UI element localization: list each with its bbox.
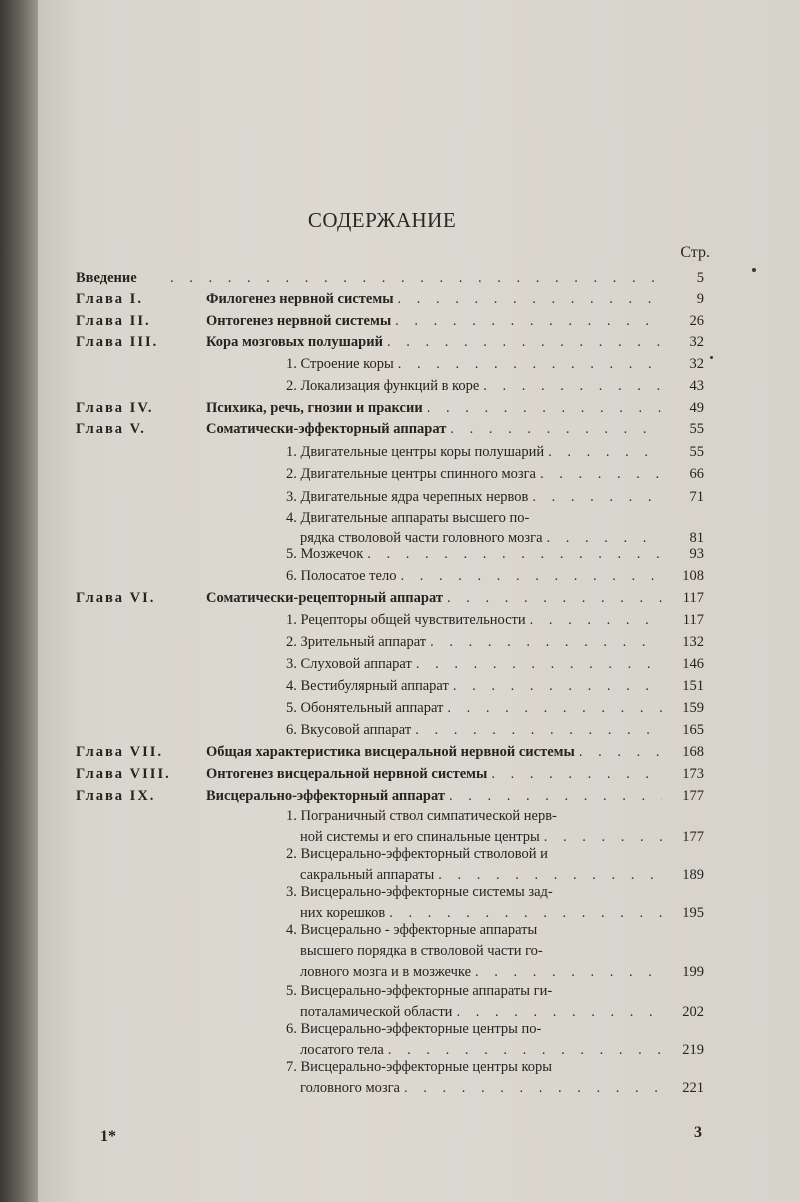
toc-entry-title: рядка стволовой части головного мозга — [300, 530, 543, 546]
book-spine-shadow — [0, 0, 38, 1202]
dot-leader — [170, 270, 662, 287]
dot-leader — [400, 568, 662, 585]
toc-page-number: 71 — [689, 489, 704, 505]
dot-leader — [547, 530, 663, 547]
dot-leader — [449, 788, 662, 805]
dot-leader — [579, 744, 662, 761]
toc-entry-title: 2. Зрительный аппарат — [286, 634, 427, 650]
dot-leader — [415, 722, 662, 739]
toc-entry-title: Соматически-рецепторный аппарат — [206, 590, 443, 606]
toc-entry-title: 4. Двигательные аппараты высшего по- — [286, 510, 530, 526]
toc-entry-title: ловного мозга и в мозжечке — [300, 964, 472, 980]
toc-entry-title: 2. Двигательные центры спинного мозга — [286, 466, 536, 482]
toc-entry-title: 1. Пограничный ствол симпатической нерв- — [286, 808, 557, 824]
toc-page-number: 55 — [689, 444, 704, 460]
chapter-label: Глава V. — [76, 421, 146, 437]
signature-mark: 1* — [100, 1128, 116, 1145]
toc-page-number: 55 — [689, 421, 704, 437]
toc-entry-title: них корешков — [300, 905, 386, 921]
toc-entry-title: ной системы и его спинальные центры — [300, 829, 540, 845]
toc-page-number: 151 — [682, 678, 704, 694]
toc-page-number: 173 — [682, 766, 704, 782]
page-column-label: Стр. — [680, 244, 710, 261]
page-number: 3 — [694, 1124, 702, 1141]
toc-entry-title: Онтогенез нервной системы — [206, 313, 392, 329]
toc-page-number: 32 — [689, 334, 704, 350]
chapter-label: Глава VIII. — [76, 766, 171, 782]
dot-leader — [427, 400, 662, 417]
dot-leader — [367, 546, 662, 563]
toc-entry-title: 6. Висцерально-эффекторные центры по- — [286, 1021, 542, 1037]
toc-entry-title: 3. Двигательные ядра черепных нервов — [286, 489, 529, 505]
dot-leader — [398, 356, 662, 373]
toc-page-number: 117 — [682, 590, 704, 606]
dot-leader — [483, 378, 662, 395]
dot-leader — [456, 1004, 662, 1021]
toc-page-number: 5 — [696, 270, 704, 286]
toc-entry-title: Онтогенез висцеральной нервной системы — [206, 766, 488, 782]
toc-page-number: 146 — [682, 656, 704, 672]
toc-page-number: 159 — [682, 700, 704, 716]
toc-entry-title: 3. Висцерально-эффекторные системы зад- — [286, 884, 553, 900]
toc-entry-title: 4. Вестибулярный аппарат — [286, 678, 449, 694]
chapter-label: Глава VII. — [76, 744, 164, 760]
dot-leader — [416, 656, 662, 673]
dot-leader — [450, 421, 662, 438]
dot-leader — [540, 466, 662, 483]
toc-page-number: 219 — [682, 1042, 704, 1058]
toc-entry-title: Филогенез нервной системы — [206, 291, 394, 307]
dot-leader — [387, 334, 662, 351]
toc-entry-title: 4. Висцерально - эффекторные аппараты — [286, 922, 538, 938]
chapter-label: Введение — [76, 270, 137, 286]
toc-page-number: 199 — [682, 964, 704, 980]
toc-page-number: 108 — [682, 568, 704, 584]
toc-entry-title: высшего порядка в стволовой части го- — [300, 943, 543, 959]
toc-page-number: 168 — [682, 744, 704, 760]
paper-speck — [752, 268, 756, 272]
toc-entry-title: 1. Строение коры — [286, 356, 394, 372]
table-of-contents — [38, 0, 800, 1202]
dot-leader — [438, 867, 662, 884]
dot-leader — [395, 313, 662, 330]
toc-page-number: 93 — [689, 546, 704, 562]
toc-page-number: 165 — [682, 722, 704, 738]
toc-entry-title: 6. Полосатое тело — [286, 568, 397, 584]
toc-entry-title: 1. Рецепторы общей чувствительности — [286, 612, 526, 628]
chapter-label: Глава VI. — [76, 590, 156, 606]
dot-leader — [430, 634, 662, 651]
chapter-label: Глава IX. — [76, 788, 156, 804]
toc-page-number: 189 — [682, 867, 704, 883]
dot-leader — [447, 590, 662, 607]
toc-page-number: 195 — [682, 905, 704, 921]
dot-leader — [544, 829, 662, 846]
dot-leader — [532, 489, 662, 506]
dot-leader — [398, 291, 662, 308]
dot-leader — [404, 1080, 662, 1097]
paper-speck — [710, 356, 713, 359]
toc-page-number: 43 — [689, 378, 704, 394]
dot-leader — [491, 766, 662, 783]
toc-entry-title: поталамической области — [300, 1004, 453, 1020]
chapter-label: Глава III. — [76, 334, 159, 350]
toc-entry-title: Соматически-эффекторный аппарат — [206, 421, 447, 437]
dot-leader — [453, 678, 662, 695]
chapter-label: Глава II. — [76, 313, 151, 329]
book-page — [38, 0, 800, 1202]
toc-page-number: 202 — [682, 1004, 704, 1020]
toc-page-number: 132 — [682, 634, 704, 650]
dot-leader — [530, 612, 662, 629]
chapter-label: Глава IV. — [76, 400, 154, 416]
toc-entry-title: 5. Висцерально-эффекторные аппараты ги- — [286, 983, 553, 999]
dot-leader — [475, 964, 662, 981]
toc-entry-title: 1. Двигательные центры коры полушарий — [286, 444, 545, 460]
toc-entry-title: головного мозга — [300, 1080, 400, 1096]
toc-page-number: 117 — [682, 612, 704, 628]
toc-page-number: 81 — [689, 530, 704, 546]
toc-entry-title: 2. Локализация функций в коре — [286, 378, 480, 394]
toc-entry-title: 5. Мозжечок — [286, 546, 364, 562]
toc-entry-title: 3. Слуховой аппарат — [286, 656, 412, 672]
dot-leader — [548, 444, 662, 461]
toc-page-number: 221 — [682, 1080, 704, 1096]
toc-entry-title: 6. Вкусовой аппарат — [286, 722, 412, 738]
toc-entry-title: Психика, речь, гнозии и праксии — [206, 400, 423, 416]
toc-page-number: 177 — [682, 829, 704, 845]
toc-page-number: 26 — [689, 313, 704, 329]
toc-entry-title: Висцерально-эффекторный аппарат — [206, 788, 445, 804]
chapter-label: Глава I. — [76, 291, 143, 307]
toc-entry-title: сакральный аппараты — [300, 867, 435, 883]
toc-page-number: 9 — [696, 291, 704, 307]
toc-entry-title: Кора мозговых полушарий — [206, 334, 383, 350]
toc-page-number: 177 — [682, 788, 704, 804]
toc-entry-title: лосатого тела — [300, 1042, 384, 1058]
toc-page-number: 66 — [689, 466, 704, 482]
toc-page-number: 49 — [689, 400, 704, 416]
toc-entry-title: 7. Висцерально-эффекторные центры коры — [286, 1059, 553, 1075]
toc-entry-title: Общая характеристика висцеральной нервной системы — [206, 744, 575, 760]
toc-page-number: 32 — [689, 356, 704, 372]
dot-leader — [388, 1042, 662, 1059]
dot-leader — [389, 905, 662, 922]
toc-entry-title: 5. Обонятельный аппарат — [286, 700, 444, 716]
dot-leader — [447, 700, 662, 717]
page-title: СОДЕРЖАНИЕ — [307, 208, 457, 232]
toc-entry-title: 2. Висцерально-эффекторный стволовой и — [286, 846, 548, 862]
